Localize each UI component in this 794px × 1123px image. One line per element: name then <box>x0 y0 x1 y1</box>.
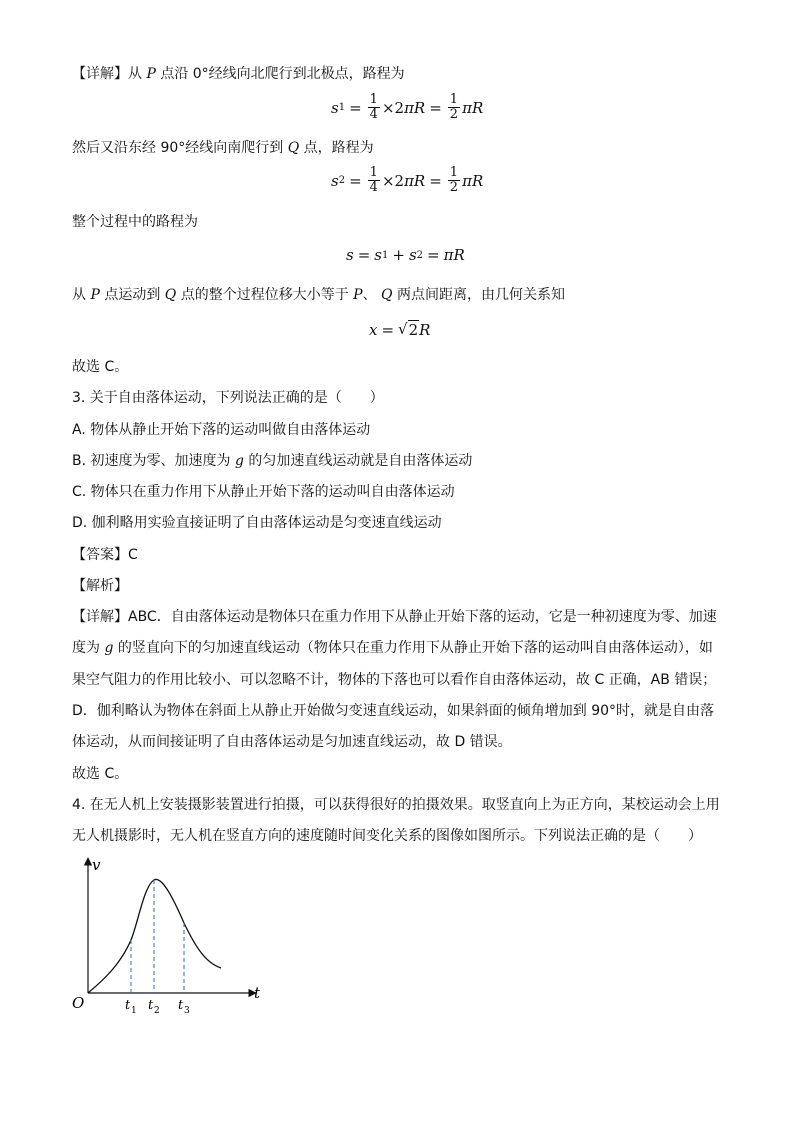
eq4-equals: = <box>381 320 395 339</box>
detail-text-post: 点沿 0°经线向北爬行到北极点，路程为 <box>155 66 405 82</box>
x-axis-label: t <box>254 984 261 1002</box>
y-axis-label: v <box>92 856 101 874</box>
q3-answer: 【答案】C <box>72 547 138 563</box>
detail-line-4 <box>72 285 565 305</box>
eq2-equals: = <box>349 171 362 190</box>
q3-para2-g: g <box>104 640 114 656</box>
line4-mid: 点运动到 <box>99 287 165 303</box>
eq4-x: x <box>369 320 378 339</box>
eq1-frac2-den: 2 <box>449 107 459 122</box>
q3-option-b-post: 的匀加速直线运动就是自由落体运动 <box>243 453 473 469</box>
eq2-lhs: s <box>331 171 339 190</box>
q3-para2-pre: 度为 <box>72 640 105 656</box>
eq3-s2-sub: 2 <box>416 249 424 261</box>
q3-conclusion: 故选 C。 <box>72 766 129 782</box>
equation-s2 <box>331 166 483 195</box>
eq3-equals: = <box>357 246 371 264</box>
equation-displacement <box>369 320 430 339</box>
velocity-time-graph <box>66 848 276 1018</box>
tick-t1-base: t <box>125 998 131 1013</box>
q3-detail-para-5: 体运动，从而间接证明了自由落体运动是匀加速直线运动，故 D 错误。 <box>72 734 512 750</box>
point-q: Q <box>287 140 300 156</box>
eq3-pi: π <box>443 246 454 264</box>
eq2-pi: π <box>404 171 414 190</box>
tick-t2 <box>148 998 160 1016</box>
detail-tag: 【详解】 <box>72 66 128 82</box>
line4-mid2: 点的整个过程位移大小等于 <box>176 287 354 303</box>
equation-s1 <box>331 93 483 122</box>
detail-line-1 <box>72 64 405 84</box>
eq4-r: R <box>419 320 431 339</box>
line2-pre: 然后又沿东经 90°经线向南爬行到 <box>72 140 288 156</box>
line2-post: 点，路程为 <box>299 140 374 156</box>
eq2-frac2-num: 1 <box>449 165 459 180</box>
eq1-frac1 <box>368 93 380 122</box>
eq1-r: R <box>413 98 426 117</box>
line4-p: P <box>90 287 100 303</box>
q3-detail-para-2 <box>72 638 713 658</box>
equation-total <box>346 246 465 264</box>
conclusion-q2: 故选 C。 <box>72 359 129 375</box>
eq1-equals: = <box>349 98 362 117</box>
point-p: P <box>146 66 156 82</box>
eq2-frac1-num: 1 <box>369 165 378 180</box>
eq2-frac1-den: 4 <box>369 180 378 195</box>
q3-stem: 3. 关于自由落体运动，下列说法正确的是（ ） <box>72 390 384 406</box>
eq1-r2: R <box>471 98 484 117</box>
line4-pre: 从 <box>72 287 91 303</box>
eq2-frac1 <box>368 166 380 195</box>
eq3-s1: s <box>374 246 382 264</box>
tick-t3-base: t <box>178 998 184 1013</box>
eq1-times: ×2 <box>381 98 405 117</box>
eq1-lhs: s <box>331 98 339 117</box>
eq1-frac2-num: 1 <box>449 92 459 107</box>
q3-option-b-pre: B. 初速度为零、加速度为 <box>72 453 235 469</box>
eq3-s1-sub: 1 <box>381 249 389 261</box>
q3-option-b <box>72 451 472 471</box>
eq3-plus: + <box>392 246 405 264</box>
line4-p2: P <box>353 287 363 303</box>
q3-detail-para-1: 【详解】ABC．自由落体运动是物体只在重力作用下从静止开始下落的运动，它是一种初速度为零、加速 <box>72 609 717 625</box>
line4-post: 两点间距离，由几何关系知 <box>392 287 565 303</box>
q3-option-d: D. 伽利略用实验直接证明了自由落体运动是匀变速直线运动 <box>72 515 442 531</box>
eq2-times: ×2 <box>381 171 405 190</box>
tick-t1 <box>125 998 137 1016</box>
detail-text-pre: 从 <box>128 66 147 82</box>
sqrt-symbol: √ 2 <box>398 320 419 339</box>
tick-t3 <box>178 998 190 1016</box>
eq2-frac2-den: 2 <box>449 180 459 195</box>
eq3-s2: s <box>408 246 417 264</box>
eq1-lhs-sub: 1 <box>338 102 346 113</box>
q4-stem-line-1: 4. 在无人机上安装摄影装置进行拍摄，可以获得很好的拍摄效果。取竖直向上为正方向，某校运动会上用 <box>72 797 720 813</box>
eq1-pi2: π <box>462 98 472 117</box>
line4-q2: Q <box>381 287 393 303</box>
tick-t2-base: t <box>148 998 154 1013</box>
q3-detail-para-3: 果空气阻力的作用比较小、可以忽略不计，物体的下落也可以看作自由落体运动，故 C 正确，AB 错误； <box>72 672 717 688</box>
eq1-frac2 <box>448 93 460 122</box>
q3-detail-para-4: D．伽利略认为物体在斜面上从静止开始做匀变速直线运动，如果斜面的倾角增加到 90°时，就是自由落 <box>72 703 715 719</box>
tick-t2-sub: 2 <box>154 1006 160 1016</box>
eq2-equals2: = <box>429 171 442 190</box>
eq3-equals2: = <box>427 246 440 264</box>
q3-option-a: A. 物体从静止开始下落的运动叫做自由落体运动 <box>72 422 371 438</box>
eq2-r2: R <box>471 171 484 190</box>
detail-line-2 <box>72 138 374 158</box>
eq2-lhs-sub: 2 <box>338 175 346 186</box>
eq1-frac1-den: 4 <box>369 107 378 122</box>
eq3-r: R <box>453 246 465 264</box>
detail-line-3: 整个过程中的路程为 <box>72 214 198 230</box>
eq1-equals2: = <box>429 98 442 117</box>
q3-analysis-heading: 【解析】 <box>72 578 128 594</box>
q4-stem-line-2: 无人机摄影时，无人机在竖直方向的速度随时间变化关系的图像如图所示。下列说法正确的是（ ） <box>72 828 702 844</box>
line4-sep: 、 <box>362 287 382 303</box>
eq2-r: R <box>413 171 426 190</box>
origin-label: O <box>72 994 85 1012</box>
eq3-s: s <box>346 246 354 264</box>
tick-t1-sub: 1 <box>131 1006 137 1016</box>
q3-option-c: C. 物体只在重力作用下从静止开始下落的运动叫自由落体运动 <box>72 484 455 500</box>
eq4-root: 2 <box>408 321 419 339</box>
q3-para2-post: 的竖直向下的匀加速直线运动（物体只在重力作用下从静止开始下落的运动叫自由落体运动），如 <box>113 640 713 656</box>
eq1-pi: π <box>404 98 414 117</box>
line4-q: Q <box>164 287 177 303</box>
tick-t3-sub: 3 <box>184 1006 190 1016</box>
q3-option-b-g: g <box>234 453 244 469</box>
eq2-pi2: π <box>462 171 472 190</box>
eq2-frac2 <box>448 166 460 195</box>
eq1-frac1-num: 1 <box>369 92 378 107</box>
